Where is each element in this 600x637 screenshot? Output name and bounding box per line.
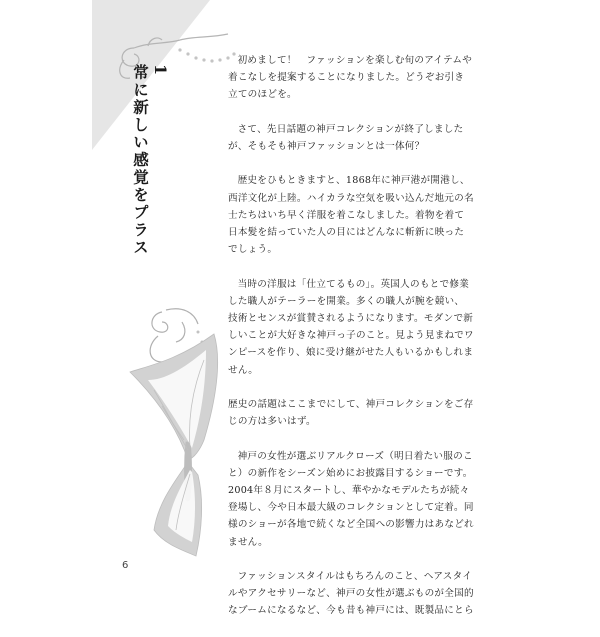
paragraph: ファッションスタイルはもちろんのこと、ヘアスタイルやアクセサリーなど、神戸の女性が選ぶものが全国的なブームになるなど、今も昔も神戸には、既製品にとら — [228, 571, 474, 617]
paragraph: 歴史の話題はここまでにして、神戸コレクションをご存じの方は多いはず。 — [228, 399, 474, 428]
page-number: 6 — [122, 560, 129, 571]
paragraph: 当時の洋服は「仕立てるもの」。英国人のもとで修業した職人がテーラーを開業。多くの職人が腕を競い、技術とセンスが賞賛されるようになります。モダンで新しいことが大好きな神戸っ子のこと。見よう見まねでワンピースを作り、娘に受け継がせた人もいるかもしれません。 — [228, 278, 474, 376]
paragraph: さて、先日話題の神戸コレクションが終了しましたが、そもそも神戸ファッションとは一体何？ — [228, 123, 464, 152]
chapter-number: 1 — [151, 64, 170, 78]
paragraph: 歴史をひもときますと、1868年に神戸港が開港し、西洋文化が上陸。ハイカラな空気を吸い込んだ地元の名士たちはいち早く洋服を着こなしました。着物を着て日本髪を結っていた人の目にはどんなに斬新に映ったでしょう。 — [228, 175, 474, 256]
paragraph: 初めまして！ ファッションを楽しむ旬のアイテムや着こなしを提案することになりました。どうぞお引き立てのほどを。 — [228, 55, 473, 101]
paragraph: 神戸の女性が選ぶリアルクローズ（明日着たい服のこと）の新作をシーズン始めにお披露目するショーです。2004年８月にスタートし、華やかなモデルたちが続々登場し、今や日本最大級のコレクションとして定着。同様のショーが各地で続くなど全国への影響力はあなどれません。 — [228, 450, 474, 548]
chapter-title: 常に新しい感覚をプラス — [131, 64, 150, 257]
body-text — [228, 52, 474, 637]
chapter-heading — [131, 64, 170, 257]
